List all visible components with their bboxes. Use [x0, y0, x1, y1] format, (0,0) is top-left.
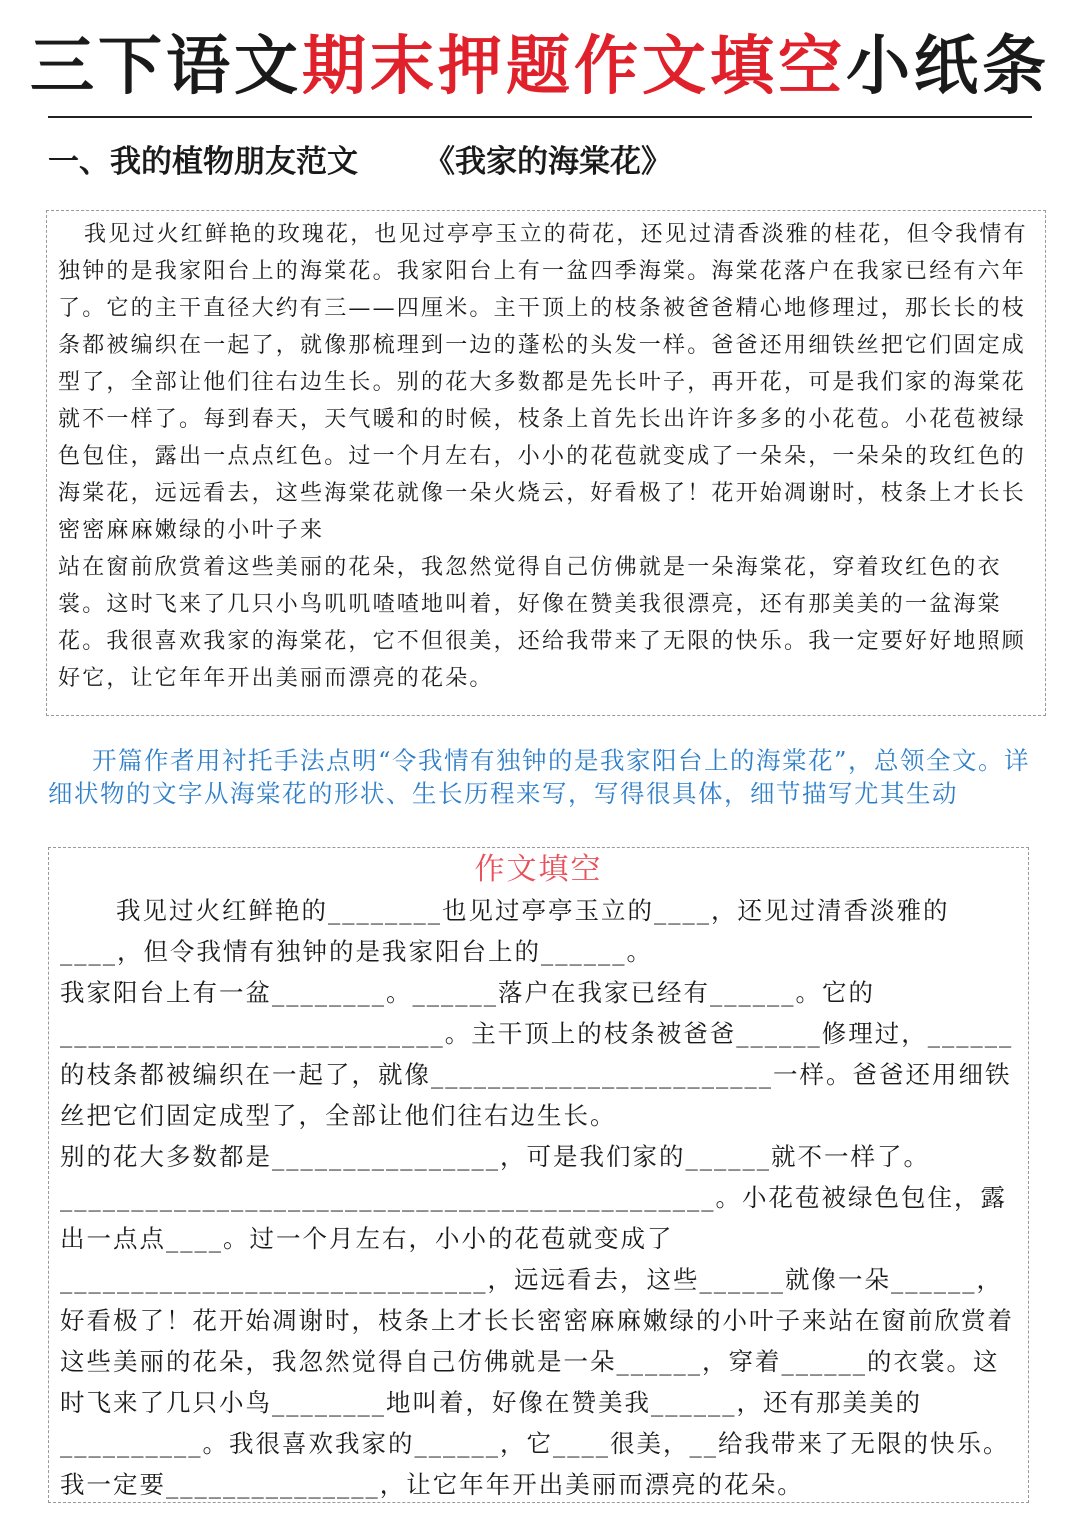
essay-comment [48, 744, 1038, 810]
page-title [0, 22, 1080, 112]
essay-paragraph-2: 站在窗前欣赏着这些美丽的花朵，我忽然觉得自己仿佛就是一朵海棠花，穿着玫红色的衣裳。这时飞来了几只小鸟叽叽喳喳地叫着，好像在赞美我很漂亮，还有那美美的一盆海棠花。我很喜欢我家的海棠花，它不但很美，还给我带来了无限的快乐。我一定要好好地照顾好它，让它年年开出美丽而漂亮的花朵。 [58, 555, 1027, 691]
essay-text [58, 216, 1032, 697]
title-part-2-highlight: 期末押题作文填空 [302, 30, 846, 104]
title-part-1: 三下语文 [30, 30, 302, 104]
fill-in-title: 作文填空 [474, 852, 603, 887]
fill-in-text [60, 890, 1022, 1505]
fill-in-paragraph-2: 我家阳台上有一盆________。______落户在我家已经有______。它的___________________________。主干顶上的枝条被爸爸______修理过，______的枝条都被编织在一起了，就像________________________一样。爸爸还用细铁丝把它们固定成型了，全部让他们往右边生长。 [60, 978, 1014, 1130]
section-heading [48, 138, 1038, 186]
fill-in-paragraph-3: 别的花大多数都是________________，可是我们家的______就不一样了。______________________________________________。小花苞被绿色包住，露出一点点____。过一个月左右，小小的花苞就变成了______________________________，远远看去，这些______就像一朵______，好看极了！花开始凋谢时，枝条上才长长密密麻麻嫩绿的小叶子来站在窗前欣赏着这些美丽的花朵，我忽然觉得自己仿佛就是一朵______，穿着______的衣裳。这时飞来了几只小鸟________地叫着，好像在赞美我______，还有那美美的__________。我很喜欢我家的______，它____很美，__给我带来了无限的快乐。我一定要_______________，让它年年开出美丽而漂亮的花朵。 [60, 1142, 1014, 1499]
section-heading-label: 一、我的植物朋友范文 [48, 144, 358, 180]
title-divider [48, 116, 1032, 118]
fill-in-paragraph-1: 我见过火红鲜艳的________也见过亭亭玉立的____，还见过清香淡雅的____，但令我情有独钟的是我家阳台上的______。 [60, 896, 950, 966]
essay-paragraph-1: 我见过火红鲜艳的玫瑰花，也见过亭亭玉立的荷花，还见过清香淡雅的桂花，但令我情有独钟的是我家阳台上的海棠花。我家阳台上有一盆四季海棠。海棠花落户在我家已经有六年了。它的主干直径大约有三——四厘米。主干顶上的枝条被爸爸精心地修理过，那长长的枝条都被编织在一起了，就像那梳理到一边的蓬松的头发一样。爸爸还用细铁丝把它们固定成型了，全部让他们往右边生长。别的花大多数都是先长叶子，再开花，可是我们家的海棠花就不一样了。每到春天，天气暖和的时候，枝条上首先长出许许多多的小花苞。小花苞被绿色包住，露出一点点红色。过一个月左右，小小的花苞就变成了一朵朵，一朵朵的玫红色的海棠花，远远看去，这些海棠花就像一朵火烧云，好看极了！花开始凋谢时，枝条上才长长密密麻麻嫩绿的小叶子来 [58, 222, 1028, 543]
title-part-3: 小纸条 [846, 30, 1050, 104]
essay-comment-text: 开篇作者用衬托手法点明“令我情有独钟的是我家阳台上的海棠花”，总领全文。详细状物的文字从海棠花的形状、生长历程来写，写得很具体，细节描写尤其生动 [48, 746, 1031, 808]
essay-title: 《我家的海棠花》 [424, 144, 672, 180]
